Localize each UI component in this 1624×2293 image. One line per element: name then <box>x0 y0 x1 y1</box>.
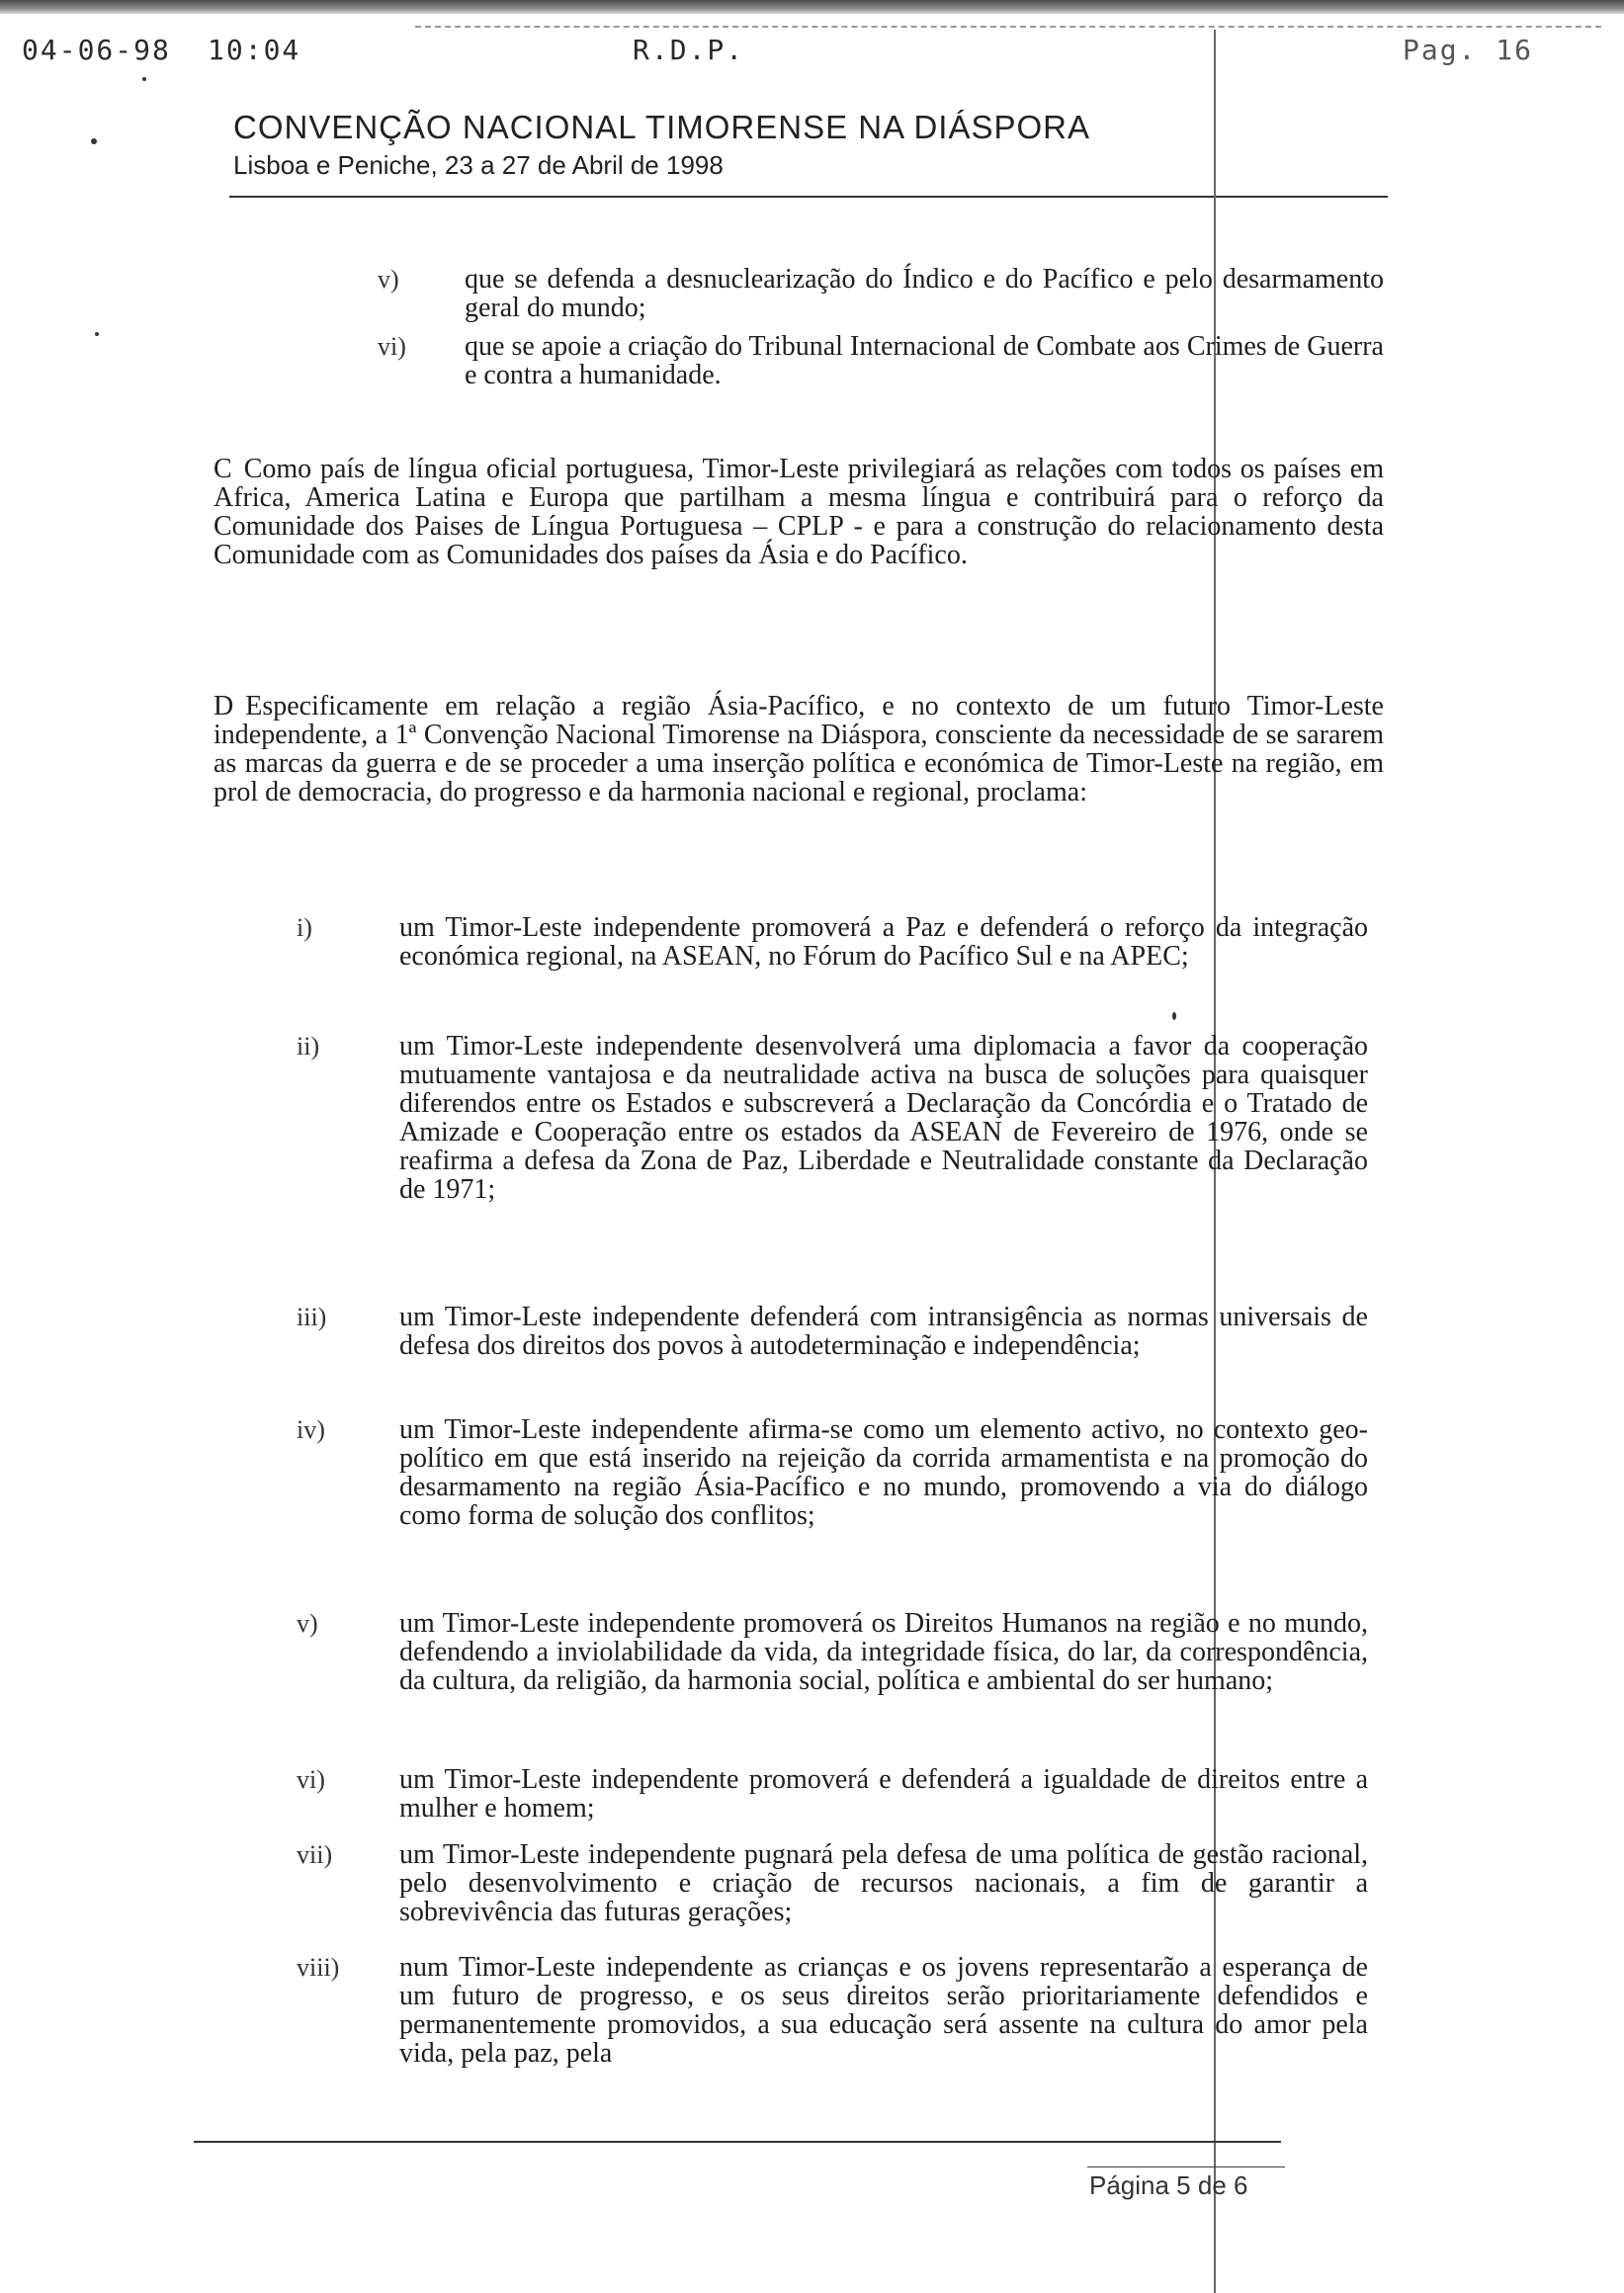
list-item-number: i) <box>297 913 312 942</box>
fax-sender: R.D.P. <box>633 34 745 66</box>
list-item-number: vi) <box>378 332 406 361</box>
list-item-text: um Timor-Leste independente desenvolverá uma diplomacia a favor da cooperação mutuamente vantajosa e da neutralidade activa na busca de soluções para quaisquer diferendos entre os Estados e subscreverá a Declaração da Concórdia e o Tratado de Amizade e Cooperação entre os estados da ASEAN de Fevereiro de 1976, onde se reafirma a defesa da Zona de Paz, Liberdade e Neutralidade constante da Declaração de 1971; <box>399 1031 1368 1205</box>
fax-date: 04-06-98 <box>22 34 171 66</box>
paragraph-d <box>214 692 1384 807</box>
list-item-text: um Timor-Leste independente promoverá e defenderá a igualdade de direitos entre a mulher e homem; <box>399 1764 1368 1824</box>
list-item-number: vii) <box>297 1840 333 1869</box>
list-item-number: viii) <box>297 1953 340 1982</box>
scan-speck <box>95 332 99 336</box>
fax-time: 10:04 <box>208 34 301 66</box>
list-item-number: iv) <box>297 1415 325 1444</box>
document-title: CONVENÇÃO NACIONAL TIMORENSE NA DIÁSPORA <box>233 109 1090 145</box>
fax-page-number: Pag. 16 <box>1402 34 1533 66</box>
scan-speck <box>142 77 146 81</box>
list-item-text: num Timor-Leste independente as crianças e os jovens representarão a esperança de um futuro de progresso, e os seus direitos serão prioritariamente defendidos e permanentemente promovidos, a sua educação será assente na cultura do amor pela vida, pela paz, pela <box>399 1952 1368 2069</box>
document-subtitle: Lisboa e Peniche, 23 a 27 de Abril de 1998 <box>233 150 724 180</box>
list-item-number: v) <box>378 265 399 294</box>
fax-scan-band <box>0 0 1624 14</box>
list-item-number: ii) <box>297 1032 320 1061</box>
list-item-number: iii) <box>297 1303 327 1331</box>
paragraph-c <box>214 455 1384 569</box>
scan-speck <box>91 138 97 144</box>
footer-rule-short <box>1087 2166 1285 2167</box>
list-item-text: um Timor-Leste independente pugnará pela defesa de uma política de gestão racional, pelo desenvolvimento e criação de recursos nacionais, a fim de garantir a sobrevivência das futuras gerações; <box>399 1839 1368 1927</box>
fax-dash-line <box>415 26 1601 28</box>
page-footer: Página 5 de 6 <box>1089 2170 1248 2200</box>
list-item-text: um Timor-Leste independente defenderá com intransigência as normas universais de defesa dos direitos dos povos à autodeterminação e independência; <box>399 1302 1368 1361</box>
paragraph-letter: D <box>214 691 234 722</box>
paragraph-text: Especificamente em relação a região Ásia-Pacífico, e no contexto de um futuro Timor-Leste independente, a 1ª Convenção Nacional Timorense na Diáspora, consciente da necessidade de se sararem as marcas da guerra e de se proceder a uma inserção política e económica de Timor-Leste na região, em prol de democracia, do progresso e da harmonia nacional e regional, proclama: <box>214 691 1384 807</box>
list-item-text: um Timor-Leste independente promoverá os Direitos Humanos na região e no mundo, defendendo a inviolabilidade da vida, da integridade física, do lar, da correspondência, da cultura, da religião, da harmonia social, política e ambiental do ser humano; <box>399 1608 1368 1696</box>
paragraph-text: Como país de língua oficial portuguesa, Timor-Leste privilegiará as relações com todos os países em Africa, America Latina e Europa que partilham a mesma língua e contribuirá para o reforço da Comunidade dos Paises de Língua Portuguesa – CPLP - e para a construção do relacionamento desta Comunidade com as Comunidades dos países da Ásia e do Pacífico. <box>214 454 1384 570</box>
list-item-number: v) <box>297 1609 318 1638</box>
scan-speck <box>1172 1012 1176 1020</box>
list-item-text: que se defenda a desnuclearização do Índico e do Pacífico e pelo desarmamento geral do mundo; <box>465 264 1384 323</box>
list-item-text: um Timor-Leste independente afirma-se como um elemento activo, no contexto geo-político em que está inserido na rejeição da corrida armamentista e na promoção do desarmamento na região Ásia-Pacífico e no mundo, promovendo a via do diálogo como forma de solução dos conflitos; <box>399 1414 1368 1531</box>
list-item-number: vi) <box>297 1765 325 1794</box>
footer-rule <box>194 2141 1281 2143</box>
paragraph-letter: C <box>214 454 232 484</box>
list-item-text: que se apoie a criação do Tribunal Internacional de Combate aos Crimes de Guerra e contra a humanidade. <box>465 331 1384 390</box>
list-item-text: um Timor-Leste independente promoverá a Paz e defenderá o reforço da integração económica regional, na ASEAN, no Fórum do Pacífico Sul e na APEC; <box>399 912 1368 972</box>
